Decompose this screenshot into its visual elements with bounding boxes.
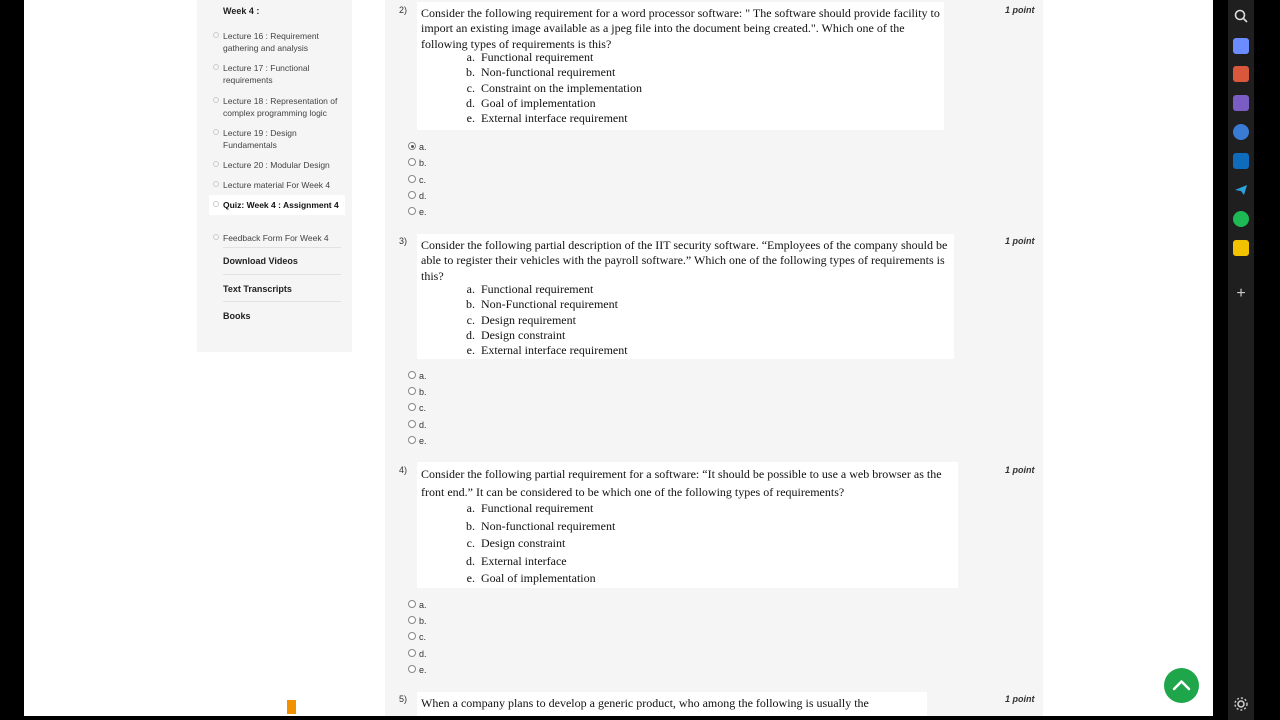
- question-text: Consider the following partial requirement for a software: “It should be possible to use a web browser as the front end.” It can be considered to be which one of the following types of requirements?: [421, 467, 942, 499]
- divider: [223, 247, 341, 248]
- radio-icon[interactable]: [408, 420, 416, 428]
- question-image: Consider the following partial requirement for a software: “It should be possible to use a web browser as the front end.” It can be considered to be which one of the following types of requirements? a. Functional requirement b. Non-functional requirement c. Design constraint d. External interface e. Goal of implementation: [417, 462, 958, 588]
- radio-icon[interactable]: [408, 436, 416, 444]
- settings-icon[interactable]: [1233, 696, 1249, 712]
- sidebar-item-lecture-20[interactable]: Lecture 20 : Modular Design: [209, 159, 345, 171]
- radio-icon[interactable]: [408, 403, 416, 411]
- question-number: 2): [399, 5, 408, 15]
- status-dot-icon: [213, 161, 219, 167]
- question-text: Consider the following partial description of the IIT security software. “Employees of the company should be able to register their vehicles with the payroll software.” Which one of the following types of requirements is this?: [421, 238, 948, 283]
- status-dot-icon: [213, 234, 219, 240]
- status-dot-icon: [213, 32, 219, 38]
- status-dot-icon: [213, 64, 219, 70]
- sidebar-text-transcripts[interactable]: Text Transcripts: [223, 284, 292, 294]
- course-sidebar: [197, 0, 352, 352]
- divider: [223, 274, 341, 275]
- divider: [223, 301, 341, 302]
- question-number: 4): [399, 465, 408, 475]
- status-dot-icon: [213, 201, 219, 207]
- chevron-up-icon: [1164, 668, 1199, 703]
- question-image: [417, 692, 927, 716]
- sidebar-item-lecture-17[interactable]: Lecture 17 : Functional requirements: [209, 62, 345, 86]
- search-icon[interactable]: [1233, 8, 1249, 24]
- copilot-icon[interactable]: [1233, 124, 1249, 140]
- question-number: 3): [399, 236, 408, 246]
- status-dot-icon: [213, 181, 219, 187]
- page-viewport: [24, 0, 1213, 716]
- radio-icon[interactable]: [408, 207, 416, 215]
- question-text: When a company plans to develop a generic product, who among the following is usually the: [421, 696, 869, 710]
- question-text: Consider the following requirement for a word processor software: " The software should provide facility to import an existing image available as a jpeg file into the document being created.". Which one of the following types of requirements is this?: [421, 6, 940, 51]
- radio-icon[interactable]: [408, 600, 416, 608]
- sidebar-item-feedback[interactable]: Feedback Form For Week 4: [209, 232, 345, 244]
- radio-icon[interactable]: [408, 387, 416, 395]
- sidebar-download-videos[interactable]: Download Videos: [223, 256, 298, 266]
- orange-marker: [287, 700, 296, 714]
- week-title: Week 4 :: [223, 6, 260, 16]
- spotify-icon[interactable]: [1233, 211, 1249, 227]
- cast-icon[interactable]: [1233, 240, 1249, 256]
- question-image: Consider the following requirement for a word processor software: " The software should provide facility to import an existing image available as a jpeg file into the document being created.". Which one of the following types of requirements is this? a. Functional requirement b. Non-functional requirement c. Constraint on the implementation d. Goal of implementation e. External interface requirement: [417, 2, 944, 130]
- radio-icon[interactable]: [408, 175, 416, 183]
- question-points: 1 point: [1005, 236, 1035, 246]
- scroll-to-top-button[interactable]: [1164, 668, 1199, 703]
- sidebar-item-lecture-16[interactable]: Lecture 16 : Requirement gathering and analysis: [209, 30, 345, 54]
- radio-icon[interactable]: [408, 665, 416, 673]
- radio-icon[interactable]: [408, 632, 416, 640]
- quiz-panel: 2) 1 point Consider the following requirement for a word processor software: " The software should provide facility to import an existing image available as a jpeg file into the document being created.". Which one of the following types of requirements is this? a. Functional requirement b. Non-functional requirement c. Constraint on the implementation d. Goal of implementation e. External interface requirement a. b. c. d. e. 3) 1 point Consider the following partial description of the IIT security software. “Employees of the company should be able to register their vehicles with the payroll software.” Which one of the following types of requirements is this? a. Functional requirement b. Non-Functional requirement c. Design requirement d. Design constraint e. External interface requirement a. b. c. d. e. 4) 1 point Consider the following partial requirement for a software: “It should be possible to use a web browser as the front end.” It can be considered to be which one of the following types of requirements? a. Functional requirement b. Non-functional requirement c. Design constraint d. External interface e. Goal of implementation a. b. c. d. e. 5) 1 point When a company plans to develop a generic product, who among the following is usually the: [385, 0, 1043, 716]
- question-points: 1 point: [1005, 5, 1035, 15]
- sidebar-item-lecture-19[interactable]: Lecture 19 : Design Fundamentals: [209, 127, 345, 151]
- status-dot-icon: [213, 97, 219, 103]
- radio-icon[interactable]: [408, 616, 416, 624]
- status-dot-icon: [213, 129, 219, 135]
- outlook-icon[interactable]: [1233, 153, 1249, 169]
- question-image: Consider the following partial description of the IIT security software. “Employees of the company should be able to register their vehicles with the payroll software.” Which one of the following types of requirements is this? a. Functional requirement b. Non-Functional requirement c. Design requirement d. Design constraint e. External interface requirement: [417, 234, 954, 359]
- sidebar-item-quiz[interactable]: Quiz: Week 4 : Assignment 4: [209, 195, 345, 215]
- browser-sidebar: [1228, 0, 1254, 720]
- briefcase-icon[interactable]: [1233, 66, 1249, 82]
- plus-icon[interactable]: +: [1236, 285, 1246, 302]
- people-icon[interactable]: [1233, 95, 1249, 111]
- question-number: 5): [399, 694, 408, 704]
- sidebar-books[interactable]: Books: [223, 311, 251, 321]
- radio-icon[interactable]: [408, 371, 416, 379]
- question-points: 1 point: [1005, 465, 1035, 475]
- tag-icon[interactable]: [1233, 38, 1249, 54]
- question-points: 1 point: [1005, 694, 1035, 704]
- radio-icon[interactable]: [408, 649, 416, 657]
- sidebar-item-lecture-18[interactable]: Lecture 18 : Representation of complex programming logic: [209, 95, 345, 119]
- sidebar-item-lecture-material[interactable]: Lecture material For Week 4: [209, 179, 345, 191]
- radio-icon[interactable]: [408, 158, 416, 166]
- telegram-icon[interactable]: [1233, 182, 1249, 198]
- radio-selected-icon[interactable]: [408, 142, 416, 150]
- radio-icon[interactable]: [408, 191, 416, 199]
